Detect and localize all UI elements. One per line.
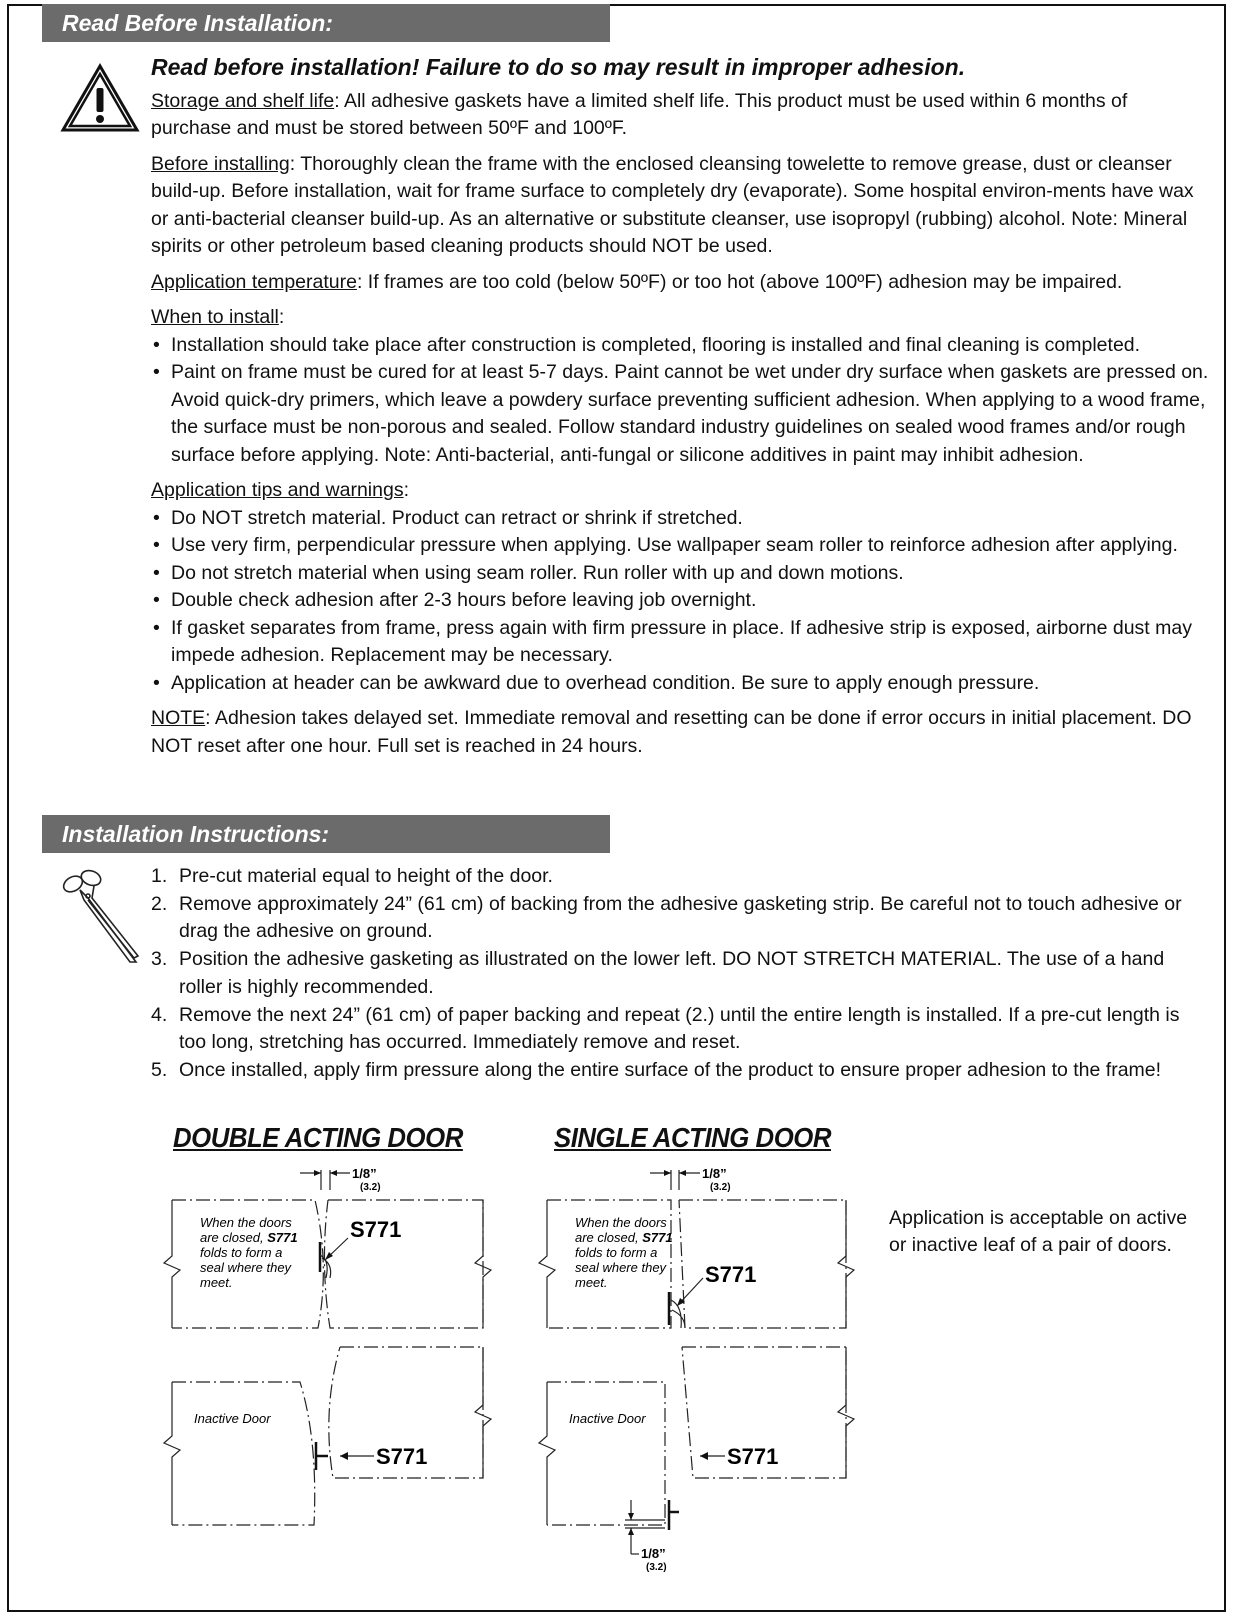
section-header-installation: Installation Instructions:	[42, 815, 610, 853]
note-text: : Adhesion takes delayed set. Immediate removal and resetting can be done if error occurs in initial placement. DO NOT reset after one hour. Full set is reached in 24 hours.	[151, 707, 1192, 757]
temp-label: Application temperature	[151, 270, 357, 293]
before-paragraph	[151, 151, 1211, 261]
list-item	[151, 863, 1211, 891]
temp-paragraph	[151, 269, 1211, 297]
caption-line: meet.	[575, 1275, 608, 1290]
part-label: S771	[727, 1444, 779, 1469]
when-heading	[151, 304, 1211, 332]
double-acting-diagram	[150, 1160, 510, 1550]
section-header-read-before: Read Before Installation:	[42, 4, 610, 42]
list-item: • Installation should take place after construction is completed, flooring is installed and final cleaning is completed.	[151, 332, 1211, 360]
caption-line: meet.	[200, 1275, 233, 1290]
gap-label: 1/8”	[702, 1166, 727, 1181]
list-item	[151, 946, 1211, 1001]
step-number: 3.	[151, 948, 168, 971]
seal-caption	[575, 1215, 673, 1290]
list-item: • Use very firm, perpendicular pressure when applying. Use wallpaper seam roller to reinforce adhesion after applying.	[151, 532, 1211, 560]
step-text: Once installed, apply firm pressure along the entire surface of the product to ensure proper adhesion to the frame!	[179, 1058, 1162, 1081]
gap-label: 1/8”	[641, 1546, 666, 1561]
step-text: Remove approximately 24” (61 cm) of backing from the adhesive gasketing strip. Be careful not to touch adhesive or drag the adhesive on ground.	[179, 892, 1182, 943]
step-text: Pre-cut material equal to height of the door.	[179, 865, 553, 887]
storage-label: Storage and shelf life	[151, 89, 335, 112]
storage-paragraph	[151, 88, 1211, 143]
part-label: S771	[705, 1262, 757, 1287]
when-list	[151, 332, 1211, 470]
when-colon: :	[278, 306, 285, 328]
single-acting-diagram	[525, 1160, 885, 1580]
step-text: Position the adhesive gasketing as illustrated on the lower left. DO NOT STRETCH MATERIAL. The use of a hand roller is highly recommended.	[179, 948, 1165, 998]
inactive-door-label: Inactive Door	[569, 1411, 646, 1426]
warning-heading: Read before installation! Failure to do so may result in improper adhesion.	[151, 54, 966, 80]
step-number: 5.	[151, 1058, 168, 1081]
when-label: When to install	[151, 306, 279, 328]
list-item: • Do not stretch material when using seam roller. Run roller with up and down motions.	[151, 560, 1211, 588]
before-text: : Thoroughly clean the frame with the enclosed cleansing towelette to remove grease, dust or cleanser build-up. Before installation, wait for frame surface to completely dry (evaporate). Some hospital environ-ments have wax or anti-bacterial cleanser build-up. As an alternative or substitute cleanser, use isopropyl (rubbing) alcohol. Note: Mineral spirits or other petroleum based cleaning products should NOT be used.	[151, 152, 1194, 257]
tips-list	[151, 505, 1211, 698]
application-note: Application is acceptable on active or inactive leaf of a pair of doors.	[889, 1207, 1188, 1256]
warning-icon	[60, 63, 140, 133]
before-label: Before installing	[151, 152, 290, 175]
list-item: • Application at header can be awkward due to overhead condition. Be sure to apply enough pressure.	[151, 670, 1211, 698]
caption-part: S771	[267, 1230, 298, 1245]
temp-text: : If frames are too cold (below 50ºF) or too hot (above 100ºF) adhesion may be impaired.	[356, 270, 1123, 293]
list-item: • Paint on frame must be cured for at least 5-7 days. Paint cannot be wet under dry surface when gaskets are pressed on. Avoid quick-dry primers, which leave a powdery surface preventing sufficient adhesion. When applying to a wood frame, the surface must be non-porous and sealed. Follow standard industry guidelines on sealed wood frames and/or rough surface before applying. Note: Anti-bacterial, anti-fungal or silicone additives in paint may inhibit adhesion.	[151, 359, 1211, 469]
tips-colon: :	[403, 479, 409, 501]
step-number: 2.	[151, 892, 168, 915]
caption-line: are closed, S771	[575, 1230, 673, 1245]
single-acting-title: SINGLE ACTING DOOR	[554, 1122, 831, 1153]
list-item: • Do NOT stretch material. Product can retract or shrink if stretched.	[151, 505, 1211, 533]
gap-mm-label: (3.2)	[710, 1182, 731, 1193]
storage-text: : All adhesive gaskets have a limited shelf life. This product must be used within 6 months of purchase and must be stored between 50ºF and 100ºF.	[151, 89, 1128, 139]
inactive-door-label: Inactive Door	[194, 1411, 271, 1426]
caption-line: seal where they	[575, 1260, 667, 1275]
caption-part: S771	[642, 1230, 673, 1245]
gap-label: 1/8”	[352, 1166, 377, 1181]
steps-list	[151, 863, 1211, 1085]
step-number: 4.	[151, 1003, 168, 1026]
caption-line: When the doors	[200, 1215, 292, 1230]
gap-mm-label: (3.2)	[646, 1562, 667, 1573]
caption-line: are closed, S771	[200, 1230, 298, 1245]
part-label: S771	[376, 1444, 428, 1469]
caption-line: folds to form a	[575, 1245, 658, 1260]
note-label: NOTE	[151, 707, 206, 729]
step-number: 1.	[151, 865, 168, 887]
caption-line: When the doors	[575, 1215, 667, 1230]
read-before-content	[151, 54, 1211, 768]
caption-line: folds to form a	[200, 1245, 283, 1260]
step-text: Remove the next 24” (61 cm) of paper backing and repeat (2.) until the entire length is installed. If a pre-cut length is too long, stretching has occurred. Immediately remove and reset.	[179, 1003, 1180, 1054]
installation-content	[151, 863, 1211, 1085]
gap-mm-label: (3.2)	[360, 1182, 381, 1193]
list-item	[151, 1002, 1211, 1057]
list-item: • Double check adhesion after 2-3 hours before leaving job overnight.	[151, 587, 1211, 615]
caption-line: seal where they	[200, 1260, 292, 1275]
list-item	[151, 1057, 1211, 1085]
scissors-icon	[58, 866, 142, 966]
list-item: • If gasket separates from frame, press again with firm pressure in place. If adhesive strip is exposed, airborne dust may impede adhesion. Replacement may be necessary.	[151, 615, 1211, 670]
note-paragraph	[151, 705, 1211, 760]
list-item	[151, 891, 1211, 946]
part-label: S771	[350, 1217, 402, 1242]
seal-caption	[200, 1215, 298, 1290]
tips-heading	[151, 477, 1211, 505]
double-acting-title: DOUBLE ACTING DOOR	[173, 1122, 463, 1153]
tips-label: Application tips and warnings	[151, 479, 404, 501]
